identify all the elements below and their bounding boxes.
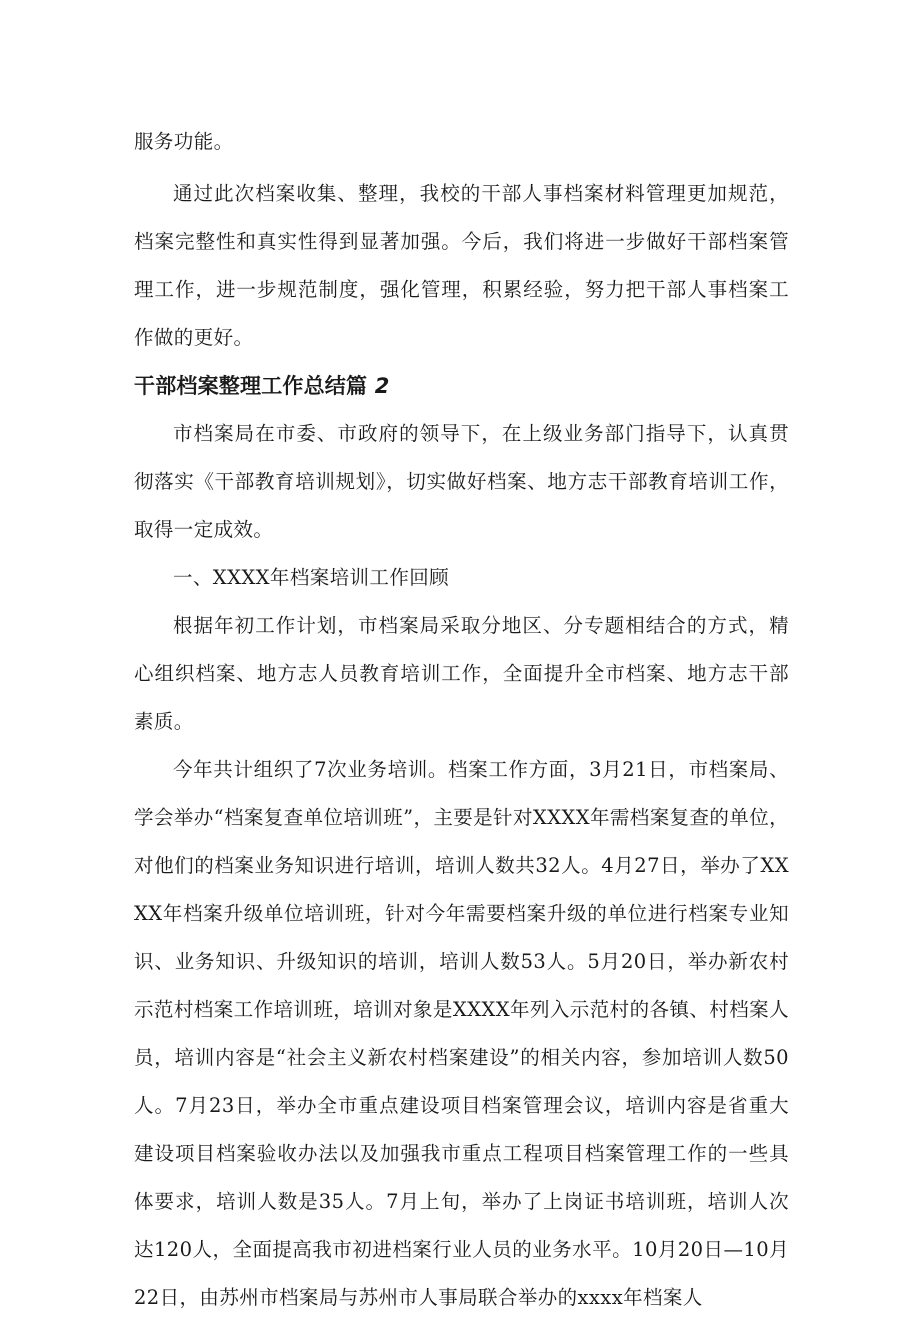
document-body bbox=[134, 118, 789, 1322]
section-heading bbox=[134, 362, 789, 410]
subsection-heading: 一、XXXX年档案培训工作回顾 bbox=[173, 566, 450, 589]
section-heading-number: 2 bbox=[374, 374, 390, 398]
paragraph-plan: 根据年初工作计划，市档案局采取分地区、分专题相结合的方式，精心组织档案、地方志人员教育培训工作，全面提升全市档案、地方志干部素质。 bbox=[134, 614, 789, 733]
section-heading-text: 干部档案整理工作总结篇 bbox=[134, 374, 368, 398]
paragraph-continuation: 服务功能。 bbox=[134, 130, 234, 153]
paragraph-training-details: 今年共计组织了7次业务培训。档案工作方面，3月21日，市档案局、学会举办“档案复查单位培训班”，主要是针对XXXX年需档案复查的单位，对他们的档案业务知识进行培训，培训人数共32人。4月27日，举办了XXXX年档案升级单位培训班，针对今年需要档案升级的单位进行档案专业知识、业务知识、升级知识的培训，培训人数53人。5月20日，举办新农村示范村档案工作培训班，培训对象是XXXX年列入示范村的各镇、村档案人员，培训内容是“社会主义新农村档案建设”的相关内容，参加培训人数50人。7月23日，举办全市重点建设项目档案管理会议，培训内容是省重大建设项目档案验收办法以及加强我市重点工程项目档案管理工作的一些具体要求，培训人数是35人。7月上旬，举办了上岗证书培训班，培训人次达120人，全面提高我市初进档案行业人员的业务水平。10月20日—10月22日，由苏州市档案局与苏州市人事局联合举办的xxxx年档案人 bbox=[134, 758, 789, 1309]
paragraph-summary: 通过此次档案收集、整理，我校的干部人事档案材料管理更加规范，档案完整性和真实性得到显著加强。今后，我们将进一步做好干部档案管理工作，进一步规范制度，强化管理，积累经验，努力把干部人事档案工作做的更好。 bbox=[134, 182, 789, 349]
paragraph-intro: 市档案局在市委、市政府的领导下，在上级业务部门指导下，认真贯彻落实《干部教育培训规划》，切实做好档案、地方志干部教育培训工作，取得一定成效。 bbox=[134, 422, 789, 541]
